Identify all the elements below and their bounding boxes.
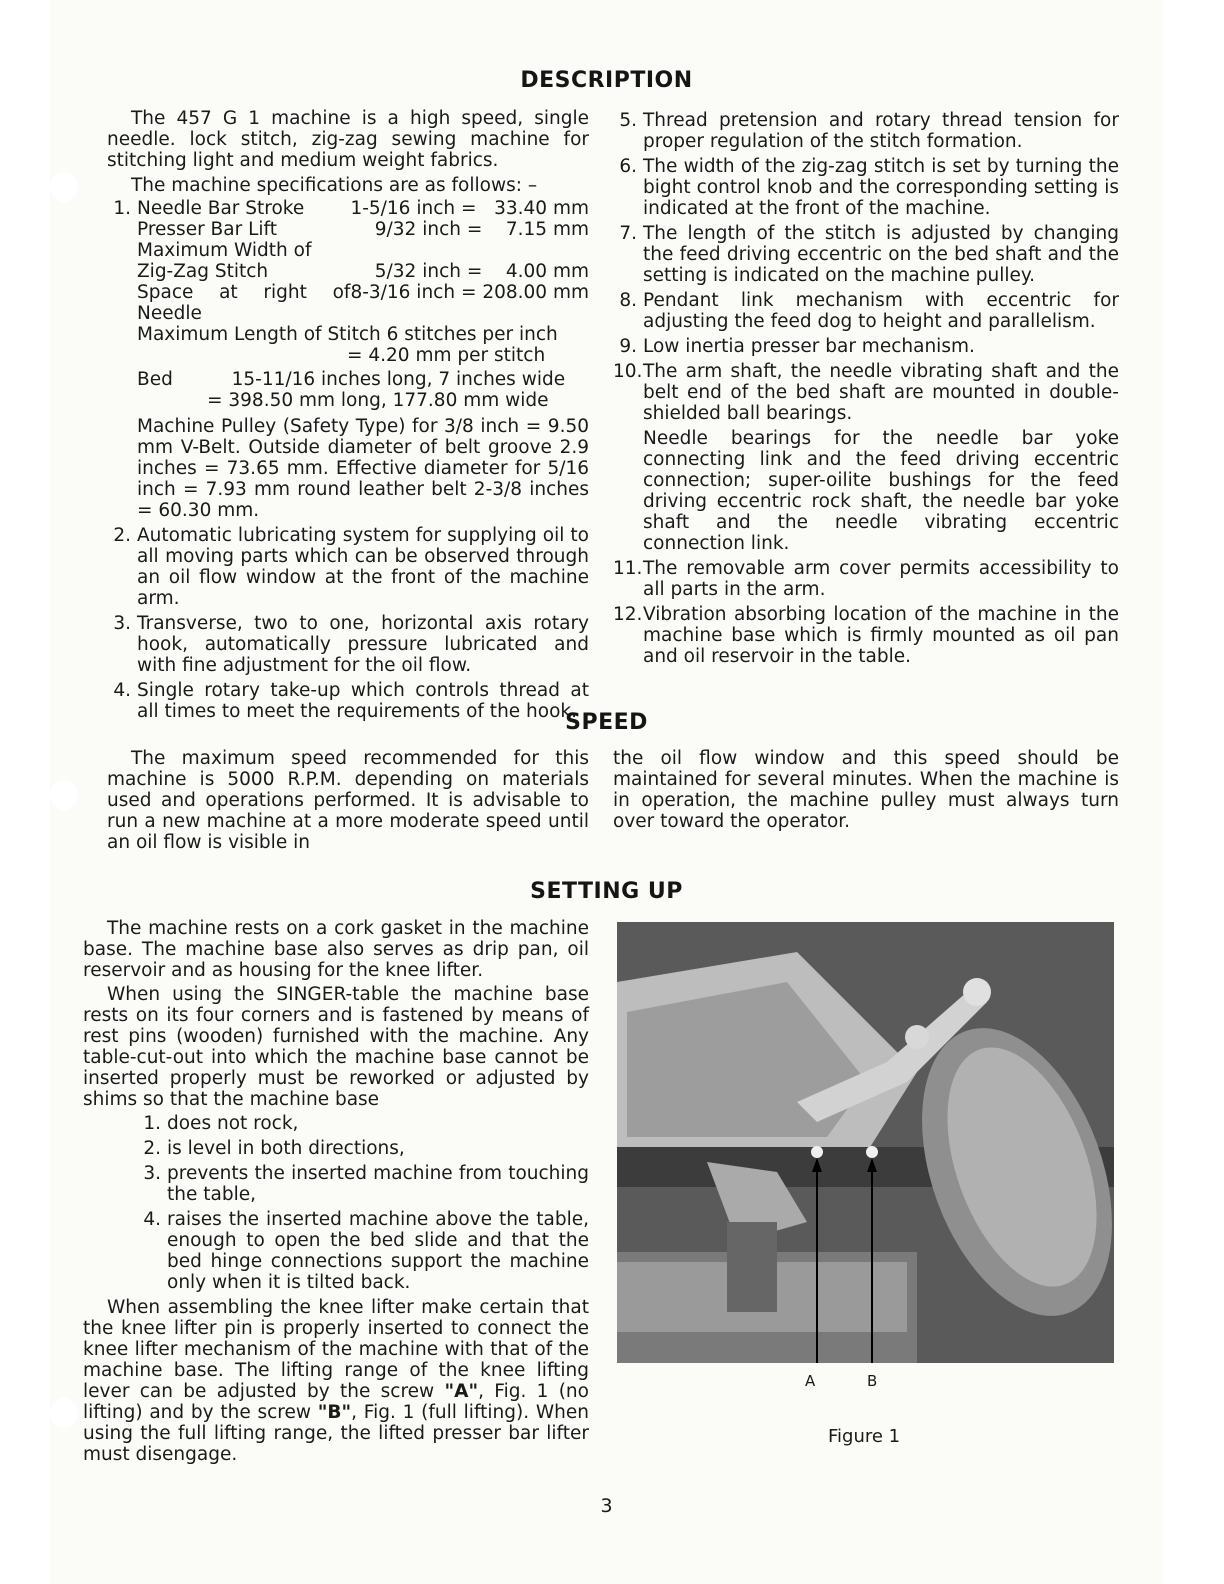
list-number: 1. xyxy=(113,198,131,219)
list-item xyxy=(107,198,589,521)
bed-value: = 398.50 mm long, 177.80 mm wide xyxy=(207,390,549,411)
max-length-line: Maximum Length of Stitch 6 stitches per inch xyxy=(137,324,558,345)
list-item: 3. prevents the inserted machine from touching the table, xyxy=(143,1163,589,1205)
list-item: 6. The width of the zig-zag stitch is set by turning the bight control knob and the corresponding setting is indicated at the front of the machine. xyxy=(619,156,1119,219)
punch-hole xyxy=(50,1398,78,1428)
section-title-setting-up: SETTING UP xyxy=(530,879,683,904)
bed-line: Bed 15-11/16 inches long, 7 inches wide xyxy=(137,369,566,390)
speed-left-column xyxy=(107,748,589,853)
figure-caption: Figure 1 xyxy=(828,1426,901,1447)
setting-up-list xyxy=(137,1113,589,1293)
list-item: 4. raises the inserted machine above the table, enough to open the bed slide and that the bed hinge connections support the machine only when it is tilted back. xyxy=(143,1209,589,1293)
page-number: 3 xyxy=(600,1495,613,1517)
list-item: 3. Transverse, two to one, horizontal axis rotary hook, automatically pressure lubricated and with fine adjustment for the oil flow. xyxy=(113,613,589,676)
max-length-value: = 4.20 mm per stitch xyxy=(347,345,546,366)
screw-a-ref: "A" xyxy=(444,1381,479,1402)
setting-up-p3: When assembling the knee lifter make certain that the knee lifter pin is properly inserted to connect the knee lifter mechanism of the machine with that of the machine base. The lifting range of the knee lifting lever can be adjusted by the screw "A", Fig. 1 (no lifting) and by the screw "B", Fig. 1 (full lifting). When using the full lifting range, the lifted presser bar lifter must disengage. xyxy=(83,1297,589,1465)
figure-label-b: B xyxy=(867,1372,878,1390)
speed-text-right: the oil flow window and this speed should be maintained for several minutes. When the machine is in operation, the machine pulley must always turn over toward the operator. xyxy=(613,748,1119,832)
page-sheet xyxy=(50,0,1163,1584)
spec-list xyxy=(107,198,589,722)
list-item: 4. Single rotary take-up which controls thread at all times to meet the requirements of the hook. xyxy=(113,680,589,722)
spec-row: Maximum Width of xyxy=(137,240,312,261)
setting-up-p1: The machine rests on a cork gasket in the machine base. The machine base also serves as drip pan, oil reservoir and as housing for the knee lifter. xyxy=(83,918,589,981)
setting-up-column xyxy=(83,918,589,1465)
pulley-spec: Machine Pulley (Safety Type) for 3/8 inch = 9.50 mm V-Belt. Outside diameter of belt groove 2.9 inches = 73.65 mm. Effective diameter for 5/16 inch = 7.93 mm round leather belt 2-3/8 inches = 60.30 mm. xyxy=(137,416,589,521)
feature-list xyxy=(613,110,1119,667)
description-intro: The 457 G 1 machine is a high speed, single needle. lock stitch, zig-zag sewing machine for stitching light and medium weight fabrics. xyxy=(107,108,589,171)
figure-1-photo xyxy=(617,922,1114,1363)
figure-label-a: A xyxy=(805,1372,816,1390)
description-left-column xyxy=(107,108,589,726)
list-item: 11. The removable arm cover permits accessibility to all parts in the arm. xyxy=(613,558,1119,600)
punch-hole xyxy=(50,172,78,202)
punch-hole xyxy=(50,780,78,810)
spec-row: Presser Bar Lift 9/32 inch = 7.15 mm xyxy=(137,219,589,240)
speed-text-left: The maximum speed recommended for this machine is 5000 R.P.M. depending on materials used and operations performed. It is advisable to run a new machine at a more moderate speed until an oil flow is visible in xyxy=(107,748,589,853)
screw-b-ref: "B" xyxy=(317,1402,352,1423)
list-item: 8. Pendant link mechanism with eccentric for adjusting the feed dog to height and parallelism. xyxy=(619,290,1119,332)
section-title-description: DESCRIPTION xyxy=(520,68,693,93)
setting-up-p2: When using the SINGER-table the machine base rests on its four corners and is fastened by means of rest pins (wooden) furnished with the machine. Any table-cut-out into which the machine base cannot be inserted properly must be reworked or adjusted by shims so that the machine base xyxy=(83,984,589,1110)
speed-right-column xyxy=(613,748,1119,832)
list-item: 1. does not rock, xyxy=(143,1113,299,1134)
list-item: 12. Vibration absorbing location of the machine in the machine base which is firmly mounted as oil pan and oil reservoir in the table. xyxy=(613,604,1119,667)
list-item: 10. The arm shaft, the needle vibrating shaft and the belt end of the bed shaft are mounted in double-shielded ball bearings. xyxy=(613,361,1119,424)
section-title-speed: SPEED xyxy=(565,710,648,735)
spec-row: Zig-Zag Stitch 5/32 inch = 4.00 mm xyxy=(137,261,589,282)
spec-intro: The machine specifications are as follows: – xyxy=(131,175,538,196)
list-item: Needle bearings for the needle bar yoke connecting link and the feed driving eccentric connection; super-oilite bushings for the feed driving eccentric rock shaft, the needle bar yoke shaft and the needle vibrating eccentric connection link. xyxy=(643,428,1119,554)
list-item: 5. Thread pretension and rotary thread tension for proper regulation of the stitch formation. xyxy=(619,110,1119,152)
machine-photo-illustration xyxy=(617,922,1114,1363)
list-item: 9. Low inertia presser bar mechanism. xyxy=(619,336,975,357)
spec-row: Needle Bar Stroke 1-5/16 inch = 33.40 mm xyxy=(137,198,589,219)
list-item: 7. The length of the stitch is adjusted by changing the feed driving eccentric on the bed shaft and the setting is indicated on the machine pulley. xyxy=(619,223,1119,286)
list-item: 2. Automatic lubricating system for supplying oil to all moving parts which can be observed through an oil flow window at the front of the machine arm. xyxy=(113,525,589,609)
list-item: 2. is level in both directions, xyxy=(143,1138,405,1159)
spec-row: Space at right of Needle 8-3/16 inch = 208.00 mm xyxy=(137,282,589,324)
description-right-column xyxy=(613,110,1119,671)
